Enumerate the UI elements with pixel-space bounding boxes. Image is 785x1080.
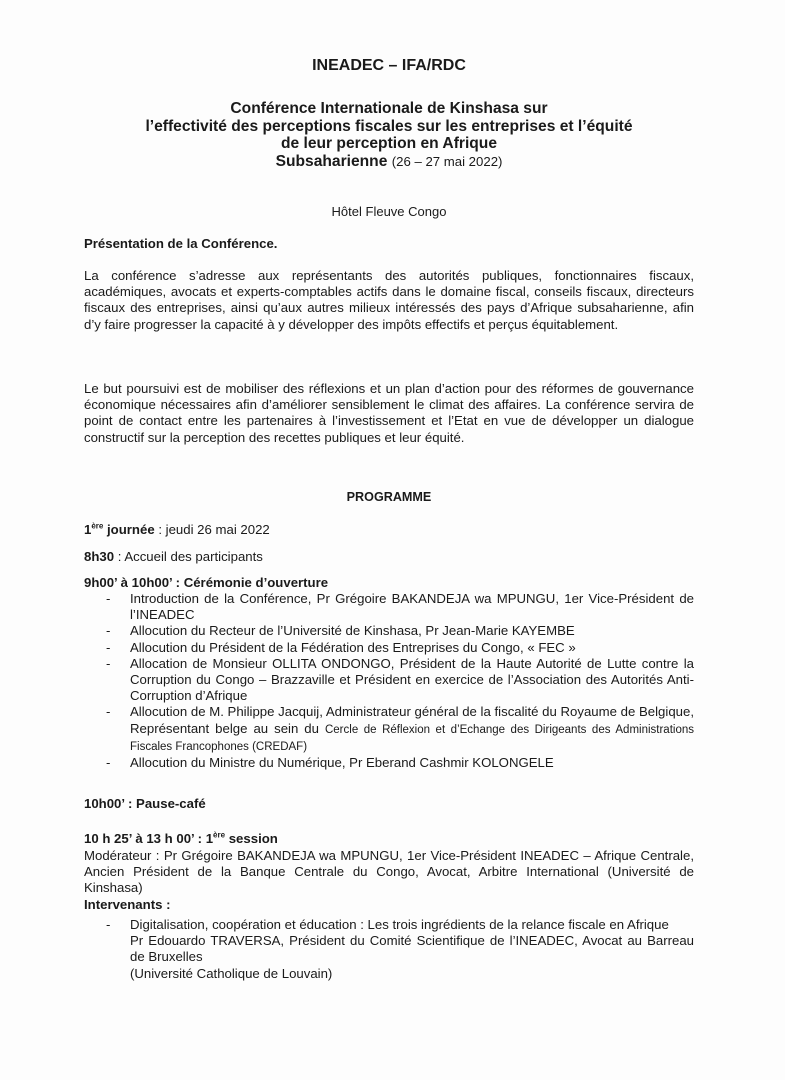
list-item: - Introduction de la Conférence, Pr Grégoire BAKANDEJA wa MPUNGU, 1er Vice-Président de l’INEADEC — [84, 591, 694, 623]
list-item: - Allocution du Recteur de l’Université de Kinshasa, Pr Jean-Marie KAYEMBE — [84, 623, 694, 639]
presentation-paragraph: Le but poursuivi est de mobiliser des réflexions et un plan d’action pour des réformes de gouvernance économique nécessaires afin d’améliorer sensiblement le climat des affaires. La conférence servira de point de contact entre les partenaires à l’investissement et l’Etat en vue de développer un dialogue constructif sur la perception des recettes publiques et leur équité. — [84, 381, 694, 445]
break-time: 10h00’ — [84, 796, 125, 811]
organization-header: INEADEC – IFA/RDC — [312, 57, 466, 74]
session-title — [194, 831, 278, 846]
opening-heading — [84, 575, 694, 591]
opening-list — [84, 591, 694, 771]
speakers-label: Intervenants : — [84, 897, 171, 912]
session-moderator: Modérateur : Pr Grégoire BAKANDEJA wa MPUNGU, 1er Vice-Président INEADEC – Afrique Centrale, Ancien Président de la Banque Centrale du Congo, Avocat, Arbitre International (Université de Kinshasa) — [84, 848, 694, 896]
programme-heading: PROGRAMME — [346, 490, 432, 504]
day-number: 1 — [84, 522, 92, 537]
title-line-last — [84, 153, 694, 171]
day-heading — [84, 522, 694, 538]
day-label — [84, 522, 155, 537]
break-text: : Pause-café — [124, 796, 206, 811]
day-word: journée — [103, 522, 155, 537]
credaf-text: Cercle de Réflexion et d’Echange des Dirigeants des Administrations Fiscales Francophones (CREDAF) — [130, 723, 694, 753]
presentation-heading: Présentation de la Conférence. — [84, 236, 278, 251]
welcome-text: : Accueil des participants — [114, 549, 263, 564]
session-heading — [84, 831, 694, 847]
list-item: - Allocution du Ministre du Numérique, Pr Eberand Cashmir KOLONGELE — [84, 755, 694, 771]
title-line: Subsaharienne — [275, 152, 388, 170]
list-item — [84, 917, 694, 982]
list-item — [84, 704, 694, 755]
session-sup: ère — [213, 830, 226, 840]
list-item: - Allocution du Président de la Fédération des Entreprises du Congo, « FEC » — [84, 640, 694, 656]
jacquij-text: Allocution de M. Philippe Jacquij, Administrateur général de la fiscalité du Royaume de Belgique, Représentant belge au sein du — [130, 704, 694, 736]
title-line: l’effectivité des perceptions fiscales sur les entreprises et l’équité — [145, 117, 633, 135]
welcome-time: 8h30 — [84, 549, 115, 564]
day-date: : jeudi 26 mai 2022 — [154, 522, 270, 537]
talk-speaker: Pr Edouardo TRAVERSA, Président du Comité Scientifique de l’INEADEC, Avocat au Barreau de Bruxelles — [130, 933, 694, 965]
opening-title: : Cérémonie d’ouverture — [171, 575, 329, 590]
speakers-list — [84, 917, 694, 982]
break-item — [84, 796, 694, 812]
session-prefix: : 1 — [193, 831, 214, 846]
conference-title — [84, 100, 694, 170]
session-time: 10 h 25’ à 13 h 00’ — [84, 831, 194, 846]
session-suffix: session — [225, 831, 278, 846]
venue: Hôtel Fleuve Congo — [331, 204, 447, 219]
title-line: Conférence Internationale de Kinshasa sur — [230, 100, 548, 117]
welcome-item — [84, 549, 694, 565]
presentation-paragraph: La conférence s’adresse aux représentants des autorités publiques, fonctionnaires fiscaux, académiques, avocats et experts-comptables actifs dans le domaine fiscal, conseils fiscaux, directeurs fiscaux des entreprises, ainsi qu’aux autres milieux intéressés des pays d’Afrique subsaharienne, afin d’y faire progresser la capacité à y développer des impôts effectifs et perçus équitablement. — [84, 268, 694, 332]
conference-dates: (26 – 27 mai 2022) — [391, 153, 503, 169]
talk-affiliation: (Université Catholique de Louvain) — [130, 965, 333, 981]
talk-title: - Digitalisation, coopération et éducation : Les trois ingrédients de la relance fiscale en Afrique — [130, 917, 669, 932]
title-line: de leur perception en Afrique — [280, 135, 498, 152]
day-sup: ère — [91, 521, 104, 531]
list-item: - Allocation de Monsieur OLLITA ONDONGO, Président de la Haute Autorité de Lutte contre la Corruption du Congo – Brazzaville et Président en exercice de l’Association des Autorités Anti-Corruption d’Afrique — [84, 656, 694, 705]
opening-time: 9h00’ à 10h00’ — [84, 575, 172, 590]
